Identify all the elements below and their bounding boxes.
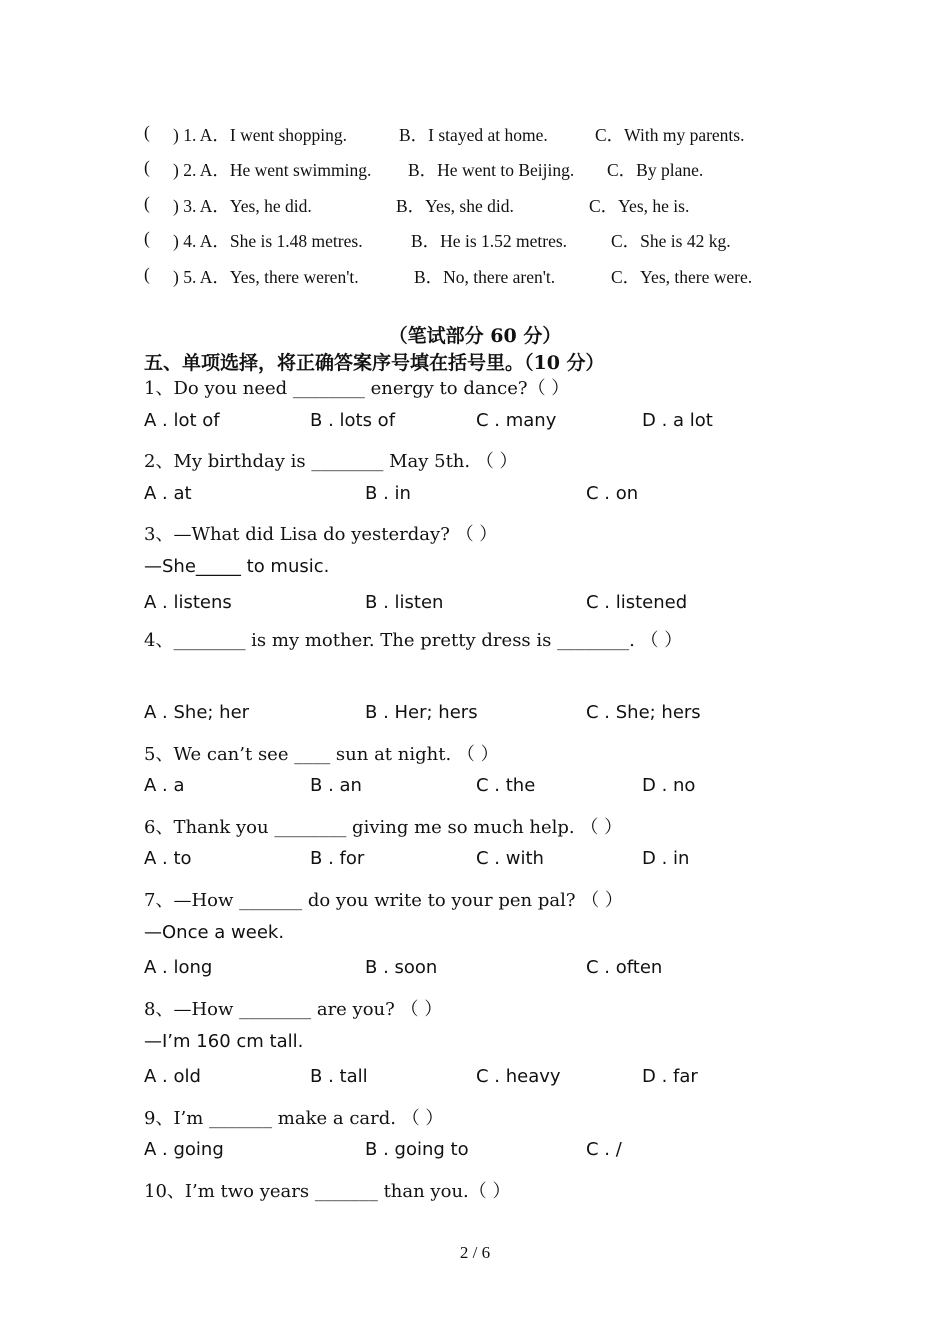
options-row	[144, 702, 844, 728]
option-c: C．Yes, there were.	[611, 267, 753, 287]
option-b: B．Yes, she did.	[396, 196, 514, 216]
option-a: A . a	[144, 775, 185, 796]
question-text: 2、My birthday is ________ May 5th. （ ）	[144, 451, 518, 472]
option-a: ) 5. A．Yes, there weren't.	[173, 267, 359, 287]
option-c: C．Yes, he is.	[589, 196, 690, 216]
dialogue-line: —Once a week.	[144, 922, 285, 943]
question-text: 5、We can’t see ____ sun at night. （ ）	[144, 744, 499, 765]
option-d: D . in	[642, 848, 690, 869]
option-c: C . /	[586, 1139, 622, 1160]
option-b: B . soon	[365, 957, 438, 978]
answer-paren: (	[144, 193, 150, 213]
option-d: D . a lot	[642, 410, 713, 431]
options-row	[144, 410, 844, 436]
option-c: C . often	[586, 957, 663, 978]
option-a: A . lot of	[144, 410, 220, 431]
option-b: B．I stayed at home.	[399, 125, 548, 145]
question-text: 8、—How ________ are you? （ ）	[144, 999, 443, 1020]
option-a: A . long	[144, 957, 213, 978]
option-c: C．With my parents.	[595, 125, 745, 145]
question-text: 4、________ is my mother. The pretty dress is ________. （ ）	[144, 630, 683, 651]
option-a: A . at	[144, 483, 192, 504]
option-c: C . many	[476, 410, 557, 431]
option-b: B . lots of	[310, 410, 396, 431]
question-text: 10、I’m two years _______ than you.（ ）	[144, 1181, 511, 1202]
question-text: 6、Thank you ________ giving me so much help. （ ）	[144, 817, 623, 838]
option-b: B．He is 1.52 metres.	[411, 231, 568, 251]
options-row	[144, 775, 844, 801]
option-c: C . on	[586, 483, 639, 504]
option-b: B . going to	[365, 1139, 469, 1160]
answer-paren: (	[144, 157, 150, 177]
options-row	[144, 848, 844, 874]
question-text: 3、—What did Lisa do yesterday? （ ）	[144, 524, 498, 545]
option-c: C . with	[476, 848, 544, 869]
option-a: ) 4. A．She is 1.48 metres.	[173, 231, 363, 251]
option-d: D . far	[642, 1066, 698, 1087]
option-b: B．No, there aren't.	[414, 267, 556, 287]
option-a: A . She; her	[144, 702, 250, 723]
option-c: C . She; hers	[586, 702, 701, 723]
options-row	[144, 1139, 844, 1165]
options-row	[144, 592, 844, 618]
option-a: ) 2. A．He went swimming.	[173, 160, 372, 180]
question-text: 9、I’m _______ make a card. （ ）	[144, 1108, 444, 1129]
option-c: C．By plane.	[607, 160, 704, 180]
option-b: B．He went to Beijing.	[408, 160, 575, 180]
answer-paren: (	[144, 228, 150, 248]
question-text: 1、Do you need ________ energy to dance?（ ）	[144, 378, 570, 399]
section-title: 五、单项选择，将正确答案序号填在括号里。（10 分）	[144, 352, 605, 374]
option-b: B . listen	[365, 592, 444, 613]
answer-paren: (	[144, 264, 150, 284]
question-text: 7、—How _______ do you write to your pen pal? （ ）	[144, 890, 623, 911]
answer-paren: (	[144, 122, 150, 142]
option-a: ) 1. A．I went shopping.	[173, 125, 348, 145]
option-c: C . the	[476, 775, 536, 796]
dialogue-line: —She_____ to music.	[144, 556, 330, 577]
options-row	[144, 483, 844, 509]
option-d: D . no	[642, 775, 696, 796]
option-b: B . in	[365, 483, 411, 504]
options-row	[144, 1066, 844, 1092]
option-c: C . heavy	[476, 1066, 561, 1087]
option-b: B . tall	[310, 1066, 368, 1087]
option-a: A . listens	[144, 592, 232, 613]
option-a: A . to	[144, 848, 192, 869]
option-b: B . Her; hers	[365, 702, 478, 723]
option-a: A . going	[144, 1139, 224, 1160]
option-a: A . old	[144, 1066, 201, 1087]
section-subtitle: （笔试部分 60 分）	[388, 325, 562, 347]
option-b: B . an	[310, 775, 362, 796]
dialogue-line: —I’m 160 cm tall.	[144, 1031, 304, 1052]
options-row	[144, 957, 844, 983]
option-c: C . listened	[586, 592, 688, 613]
page-number: 2 / 6	[459, 1243, 491, 1262]
option-a: ) 3. A．Yes, he did.	[173, 196, 312, 216]
option-b: B . for	[310, 848, 365, 869]
option-c: C．She is 42 kg.	[611, 231, 731, 251]
